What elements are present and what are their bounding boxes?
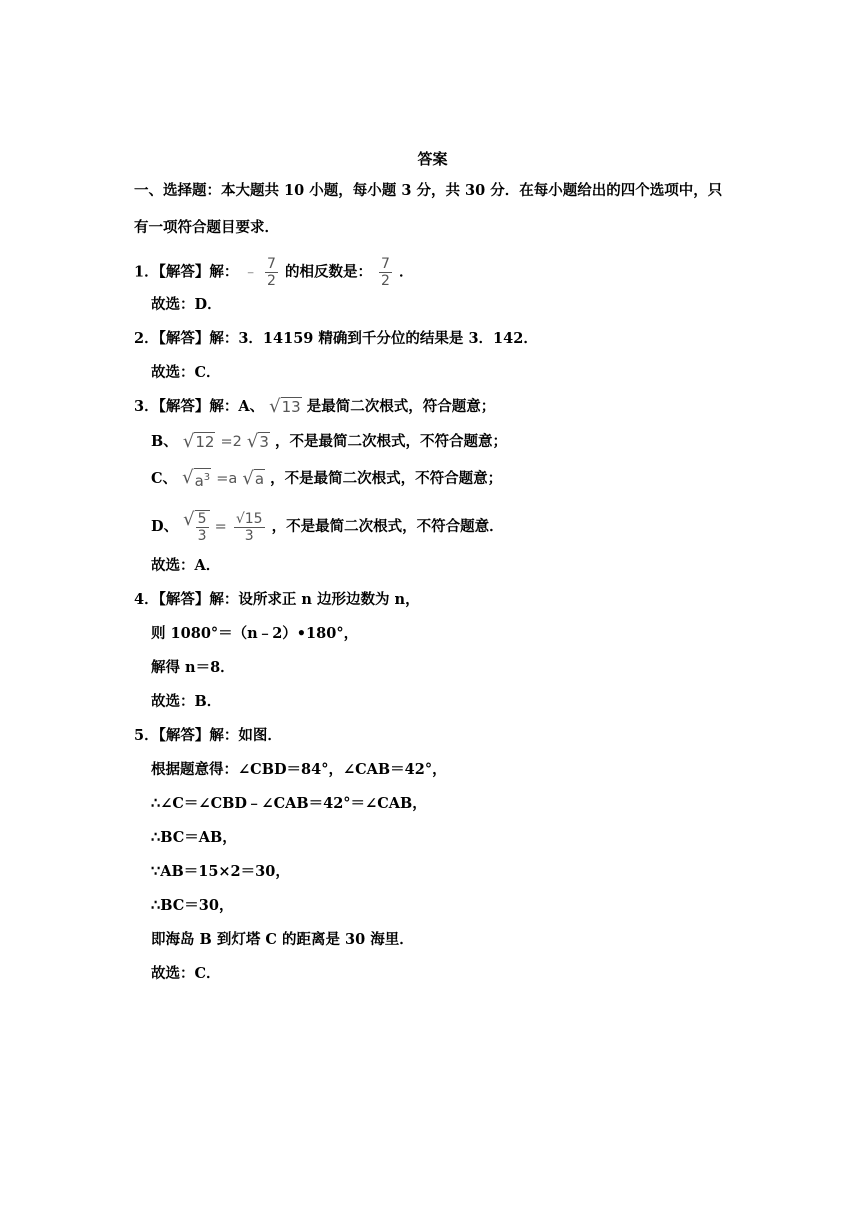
fraction-denominator: 3	[244, 527, 254, 544]
q4-line2: 则 1080°＝（n﹣2）•180°，	[151, 625, 359, 642]
q1-minus-sign: ﹣	[243, 264, 258, 281]
fraction-numerator: 7	[266, 256, 276, 272]
q3-d-label: D、	[151, 518, 179, 535]
radicand: 12	[195, 433, 215, 451]
q5-line2: 根据题意得：∠CBD＝84°，∠CAB＝42°，	[151, 761, 447, 778]
section-heading-line2: 有一项符合题目要求．	[134, 219, 279, 236]
q3-d-equals: =	[214, 519, 227, 535]
q1-solution	[134, 256, 414, 289]
q1-prefix: 1．【解答】解：	[134, 263, 239, 281]
q5-line7: 即海岛 B 到灯塔 C 的距离是 30 海里．	[151, 931, 414, 948]
q1-middle-text: 的相反数是：	[284, 263, 372, 281]
q4-line1: 4．【解答】解：设所求正 n 边形边数为 n，	[134, 591, 420, 608]
q3-solution-a	[134, 397, 495, 417]
q5-line6: ∴BC＝30，	[151, 897, 234, 914]
q3-c-text: ，不是最简二次根式，不符合题意；	[270, 470, 503, 487]
fraction-denominator: 2	[266, 273, 276, 289]
sqrt-3: √ 3	[246, 431, 269, 452]
q3-b-label: B、	[151, 433, 178, 450]
radicand: 3	[259, 433, 269, 451]
sqrt-12: √ 12	[182, 431, 215, 452]
q5-line4: ∴BC＝AB，	[151, 829, 237, 846]
q3-b-text: ，不是最简二次根式，不符合题意；	[275, 433, 507, 450]
q1-end: ．	[399, 263, 414, 281]
fraction-denominator: 3	[197, 528, 207, 544]
sqrt-13: √ 13	[269, 396, 301, 417]
q3-prefix: 3．【解答】解：A、	[134, 398, 265, 415]
radicand-exponent: 3	[203, 472, 211, 483]
q3-d-text: ，不是最简二次根式，不符合题意．	[271, 518, 504, 535]
q3-solution-c	[151, 468, 502, 490]
sqrt15-over-3-fraction: $\frac{√15}{3}$	[235, 510, 263, 544]
radicand: 13	[281, 398, 301, 416]
q1-fraction-2	[379, 256, 392, 289]
q1-fraction-1	[265, 256, 278, 289]
q4-answer: 故选：B．	[151, 693, 222, 710]
fraction-numerator: 7	[381, 256, 390, 272]
radicand: a	[254, 470, 265, 488]
q1-answer: 故选：D．	[151, 296, 222, 313]
sqrt-a-cubed: √ $a^3$	[182, 467, 211, 490]
q3-a-text: 是最简二次根式，符合题意；	[306, 398, 496, 415]
q4-line3: 解得 n＝8．	[151, 659, 235, 676]
q3-c-equals: =a	[216, 471, 238, 487]
q3-solution-d	[151, 510, 504, 544]
fraction-numerator: 15	[244, 510, 263, 527]
fraction-denominator: 2	[381, 273, 390, 289]
sqrt-a: √ a	[242, 468, 265, 489]
q2-solution: 2．【解答】解：3．14159 精确到千分位的结果是 3．142．	[134, 330, 538, 347]
q5-line1: 5．【解答】解：如图．	[134, 727, 282, 744]
q3-b-equals: =2	[220, 434, 242, 450]
sqrt-5-over-3: √ $\frac{5}{3}$	[183, 510, 209, 544]
fraction-numerator: 5	[197, 511, 207, 527]
section-heading-line1: 一、选择题：本大题共 10 小题，每小题 3 分，共 30 分．在每小题给出的四个选项中，只	[134, 182, 723, 199]
q2-answer: 故选：C．	[151, 364, 221, 381]
page-title: 答案	[417, 150, 448, 168]
q5-line5: ∵AB＝15×2＝30，	[151, 863, 290, 880]
q3-answer: 故选：A．	[151, 557, 221, 574]
radicand-base: a	[194, 472, 204, 490]
q5-answer: 故选：C．	[151, 965, 221, 982]
q5-line3: ∴∠C＝∠CBD﹣∠CAB＝42°＝∠CAB，	[151, 795, 427, 812]
q3-c-label: C、	[151, 470, 178, 487]
q3-solution-b	[151, 432, 507, 452]
